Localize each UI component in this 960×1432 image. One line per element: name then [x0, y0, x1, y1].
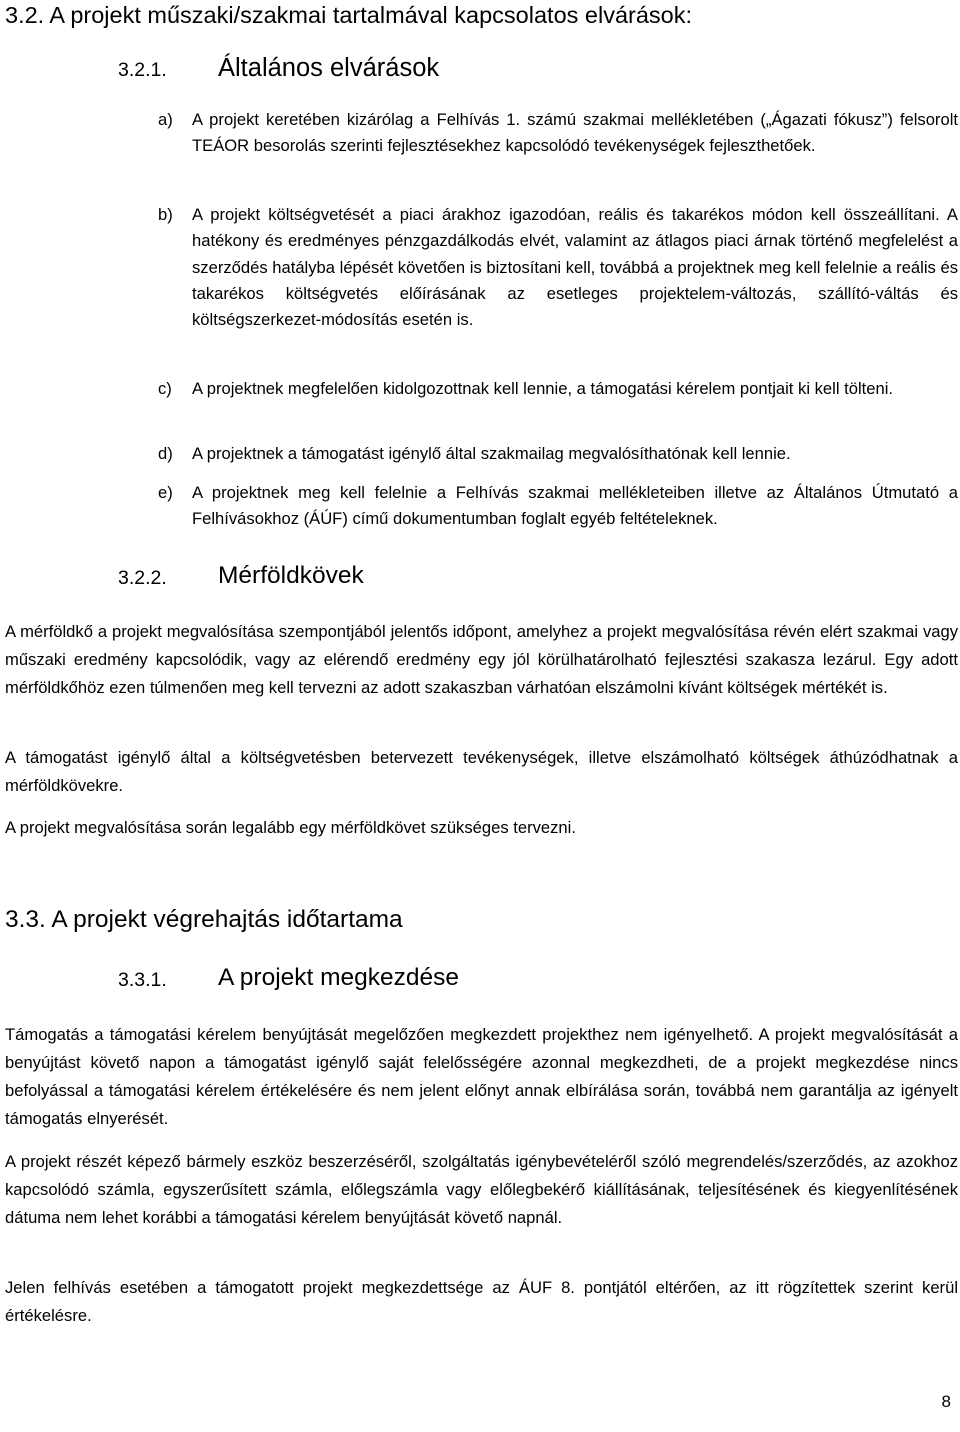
list-item-label: e): [158, 483, 173, 502]
subsection-3-2-2-number: 3.2.2.: [118, 567, 167, 589]
list-item-a: [158, 107, 958, 160]
list-item-c: [158, 376, 958, 402]
paragraph: A támogatást igénylő által a költségvetésben betervezett tevékenységek, illetve elszámolható költségek áthúzódhatnak a mérföldkövekre.: [5, 748, 958, 795]
list-item-label: b): [158, 205, 173, 224]
list-item-text: A projektnek a támogatást igénylő által szakmailag megvalósíthatónak kell lennie.: [192, 444, 791, 463]
page-number: 8: [941, 1392, 951, 1411]
subsection-3-3-1-title: A projekt megkezdése: [218, 964, 460, 991]
section-3-3-heading: 3.3. A projekt végrehajtás időtartama: [5, 906, 403, 933]
list-item-label: d): [158, 444, 173, 463]
subsection-3-2-2-title: Mérföldkövek: [218, 562, 364, 589]
list-item-text: A projektnek megfelelően kidolgozottnak kell lennie, a támogatási kérelem pontjait ki kell tölteni.: [192, 379, 894, 398]
paragraph: A mérföldkő a projekt megvalósítása szempontjából jelentős időpont, amelyhez a projekt megvalósítása révén elért szakmai vagy műszaki eredmény kapcsolódik, vagy az elérendő eredmény egy jól körülhatárolható fejlesztési szakasza lezárul. Egy adott mérföldkőhöz ezen túlmenően meg kell tervezni az adott szakaszban várhatóan elszámolni kívánt költségek mértékét is.: [5, 622, 958, 697]
list-item-label: c): [158, 379, 172, 398]
list-item-d: [158, 441, 958, 467]
paragraph: A projekt részét képező bármely eszköz beszerzéséről, szolgáltatás igénybevételéről szóló megrendelés/szerződés, az azokhoz kapcsolódó számla, egyszerűsített számla, előlegszámla vagy előlegbekérő kiállításának, teljesítésének és kiegyenlítésének dátuma nem lehet korábbi a támogatási kérelem benyújtását követő napnál.: [5, 1152, 958, 1227]
list-item-text: A projektnek meg kell felelnie a Felhívás szakmai mellékleteiben illetve az Általános Útmutató a Felhívásokhoz (ÁÚF) című dokumentumban foglalt egyéb feltételeknek.: [192, 483, 958, 529]
list-item-text: A projekt keretében kizárólag a Felhívás 1. számú szakmai mellékletében („Ágazati fókusz”) felsorolt TEÁOR besorolás szerinti fejlesztésekhez kapcsolódó tevékenységek fejleszthetőek.: [192, 110, 958, 156]
paragraph: Támogatás a támogatási kérelem benyújtását megelőzően megkezdett projekthez nem igényelhető. A projekt megvalósítását a benyújtást követő napon a támogatást igénylő saját felelősségére azonnal megkezdheti, de a projekt megkezdése nincs befolyással a támogatási kérelem értékelésére és nem jelent előnyt annak elbírálása során, továbbá nem garantálja az igényelt támogatás elnyerését.: [5, 1025, 958, 1128]
list-item-e: [158, 480, 958, 533]
subsection-3-3-1-number: 3.3.1.: [118, 969, 167, 991]
subsection-3-2-1-number: 3.2.1.: [118, 59, 167, 81]
paragraph: A projekt megvalósítása során legalább egy mérföldkövet szükséges tervezni.: [5, 818, 576, 837]
list-item-label: a): [158, 110, 173, 129]
list-item-b: [158, 202, 958, 333]
list-item-text: A projekt költségvetését a piaci árakhoz igazodóan, reális és takarékos módon kell összeállítani. A hatékony és eredményes pénzgazdálkodás elvét, valamint az átlagos piaci árnak történő megfelelést a szerződés hatályba lépését követően is biztosítani kell, továbbá a projektnek meg kell felelnie a reális és takarékos költségvetés előírásának az esetleges projektelem-változás, szállító-váltás és költségszerkezet-módosítás esetén is.: [192, 205, 958, 330]
section-3-2-heading: 3.2. A projekt műszaki/szakmai tartalmával kapcsolatos elvárások:: [5, 2, 693, 28]
subsection-3-2-1-title: Általános elvárások: [218, 54, 440, 82]
paragraph: Jelen felhívás esetében a támogatott projekt megkezdettsége az ÁUF 8. pontjától eltérően, az itt rögzítettek szerint kerül értékelésre.: [5, 1278, 958, 1325]
